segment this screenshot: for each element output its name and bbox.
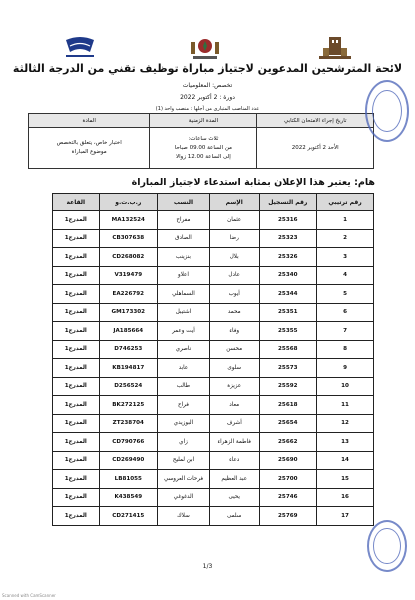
page-number: 1/3 — [202, 563, 213, 570]
cell-hall: المدرج1 — [53, 377, 100, 396]
table-row — [53, 322, 374, 341]
cell-hall: المدرج1 — [53, 414, 100, 433]
cell-id-card: V319479 — [99, 266, 157, 285]
table-row — [53, 359, 374, 378]
cell-id-card: D746253 — [99, 340, 157, 359]
cell-registration: 25746 — [259, 488, 317, 507]
cell-first-name: سلوى — [209, 359, 259, 378]
page-title: لائحة المترشحين المدعوين لاجتياز مباراة توظيف تقني من الدرجة الثالثة — [12, 62, 403, 75]
cell-rank: 8 — [317, 340, 374, 359]
cell-registration: 25573 — [259, 359, 317, 378]
logos-row — [0, 34, 415, 64]
cell-registration: 25618 — [259, 396, 317, 415]
table-row — [53, 340, 374, 359]
cell-rank: 7 — [317, 322, 374, 341]
cell-id-card: BK272125 — [99, 396, 157, 415]
cell-first-name: أيوب — [209, 285, 259, 304]
header-first-name: الإسم — [209, 194, 259, 211]
cell-hall: المدرج1 — [53, 266, 100, 285]
cell-hall: المدرج1 — [53, 451, 100, 470]
cell-rank: 16 — [317, 488, 374, 507]
cell-registration: 25662 — [259, 433, 317, 452]
cell-registration: 25344 — [259, 285, 317, 304]
table-body — [53, 211, 374, 526]
duration-line: ثلاث ساعات: — [188, 135, 219, 142]
table-row — [53, 451, 374, 470]
cell-rank: 1 — [317, 211, 374, 230]
scanner-note: Scanned with CamScanner — [2, 593, 56, 598]
cell-registration: 25654 — [259, 414, 317, 433]
session-label: دورة : 2 أكتوبر 2022 — [180, 94, 235, 101]
cell-id-card: K438549 — [99, 488, 157, 507]
cell-last-name: اشتيبل — [158, 303, 210, 322]
exam-info-table — [28, 113, 374, 169]
cell-last-name: فرحات العروسي — [158, 470, 210, 489]
cell-hall: المدرج1 — [53, 433, 100, 452]
cell-id-card: CB307638 — [99, 229, 157, 248]
cell-registration: 25592 — [259, 377, 317, 396]
cell-registration: 25340 — [259, 266, 317, 285]
cell-id-card: EA226792 — [99, 285, 157, 304]
cell-last-name: مفراح — [158, 211, 210, 230]
cell-rank: 5 — [317, 285, 374, 304]
header-registration: رقم التسجيل — [259, 194, 317, 211]
cell-hall: المدرج1 — [53, 322, 100, 341]
cell-hall: المدرج1 — [53, 507, 100, 526]
cell-first-name: عثمان — [209, 211, 259, 230]
cell-id-card: KB194817 — [99, 359, 157, 378]
cell-hall: المدرج1 — [53, 303, 100, 322]
cell-first-name: سلمى — [209, 507, 259, 526]
subject-line: اختبار خاص، يتعلق بالتخصص — [56, 140, 122, 146]
important-notice: هام: يعتبر هذا الإعلان بمثابة استدعاء لاجتياز المباراة — [131, 177, 375, 188]
table-row — [53, 285, 374, 304]
cell-rank: 12 — [317, 414, 374, 433]
cell-registration: 25769 — [259, 507, 317, 526]
cell-last-name: الصادق — [158, 229, 210, 248]
info-header-date: تاريخ إجراء الامتحان الكتابي — [257, 114, 374, 128]
cell-first-name: رضا — [209, 229, 259, 248]
cell-rank: 15 — [317, 470, 374, 489]
cell-first-name: محمد — [209, 303, 259, 322]
cell-registration: 25690 — [259, 451, 317, 470]
cell-last-name: بنزينب — [158, 248, 210, 267]
cell-hall: المدرج1 — [53, 285, 100, 304]
candidates-table — [52, 193, 374, 526]
specialty-label: تخصص: المعلوميات — [182, 82, 233, 89]
table-row — [53, 248, 374, 267]
table-row — [53, 433, 374, 452]
table-row — [53, 211, 374, 230]
cell-hall: المدرج1 — [53, 359, 100, 378]
table-row — [53, 488, 374, 507]
table-row — [53, 507, 374, 526]
header-hall: القاعة — [53, 194, 100, 211]
cell-last-name: عابد — [158, 359, 210, 378]
cell-id-card: ZT238704 — [99, 414, 157, 433]
cell-registration: 25568 — [259, 340, 317, 359]
table-row — [53, 303, 374, 322]
cell-hall: المدرج1 — [53, 211, 100, 230]
positions-label: عدد المناصب المتبارى من أجلها : منصب واحد (1) — [155, 106, 260, 112]
cell-hall: المدرج1 — [53, 396, 100, 415]
cell-rank: 2 — [317, 229, 374, 248]
cell-last-name: اعلاو — [158, 266, 210, 285]
cell-last-name: البوزيدي — [158, 414, 210, 433]
table-row — [53, 396, 374, 415]
cell-rank: 10 — [317, 377, 374, 396]
header-id-card: ر.ب.ت.و — [99, 194, 157, 211]
cell-rank: 14 — [317, 451, 374, 470]
exam-date: الأحد 2 أكتوبر 2022 — [257, 128, 374, 169]
cell-id-card: CD271415 — [99, 507, 157, 526]
official-stamp-icon — [365, 80, 409, 142]
cell-id-card: CD268082 — [99, 248, 157, 267]
cell-first-name: عبد العظيم — [209, 470, 259, 489]
cell-first-name: محسن — [209, 340, 259, 359]
cell-first-name: عادل — [209, 266, 259, 285]
cell-registration: 25323 — [259, 229, 317, 248]
cell-last-name: ناصري — [158, 340, 210, 359]
table-row — [53, 229, 374, 248]
cell-rank: 3 — [317, 248, 374, 267]
kingdom-emblem-icon — [185, 34, 225, 62]
cell-last-name: أيت وعمر — [158, 322, 210, 341]
table-row — [53, 266, 374, 285]
cell-hall: المدرج1 — [53, 229, 100, 248]
cell-first-name: بلال — [209, 248, 259, 267]
cell-rank: 9 — [317, 359, 374, 378]
table-row — [53, 470, 374, 489]
exam-duration — [150, 128, 257, 169]
cell-first-name: معاد — [209, 396, 259, 415]
cell-last-name: سلاك — [158, 507, 210, 526]
cell-registration: 25700 — [259, 470, 317, 489]
header-last-name: النسب — [158, 194, 210, 211]
cell-hall: المدرج1 — [53, 488, 100, 507]
cell-id-card: CD269490 — [99, 451, 157, 470]
faculty-logo-icon — [315, 34, 355, 62]
cell-id-card: CD790766 — [99, 433, 157, 452]
cell-rank: 6 — [317, 303, 374, 322]
cell-rank: 13 — [317, 433, 374, 452]
cell-first-name: يحيى — [209, 488, 259, 507]
cell-last-name: السماهلي — [158, 285, 210, 304]
cell-rank: 11 — [317, 396, 374, 415]
exam-subject — [29, 128, 150, 169]
cell-registration: 25351 — [259, 303, 317, 322]
cell-hall: المدرج1 — [53, 248, 100, 267]
cell-last-name: فراح — [158, 396, 210, 415]
cell-id-card: D256524 — [99, 377, 157, 396]
cell-id-card: MA132524 — [99, 211, 157, 230]
cell-first-name: فاطمة الزهراء — [209, 433, 259, 452]
info-header-subject: المادة — [29, 114, 150, 128]
duration-line: إلى الساعة 12.00 زوالا — [176, 153, 231, 160]
cell-id-card: JA185664 — [99, 322, 157, 341]
cell-last-name: زاي — [158, 433, 210, 452]
cell-registration: 25326 — [259, 248, 317, 267]
cell-hall: المدرج1 — [53, 340, 100, 359]
cell-last-name: ابن لمليح — [158, 451, 210, 470]
cell-hall: المدرج1 — [53, 470, 100, 489]
duration-line: من الساعة 09.00 صباحا — [174, 144, 233, 151]
cell-last-name: الدغوغي — [158, 488, 210, 507]
cell-registration: 25355 — [259, 322, 317, 341]
cell-first-name: دعاء — [209, 451, 259, 470]
cell-rank: 17 — [317, 507, 374, 526]
university-logo-icon — [60, 34, 100, 62]
cell-first-name: عزيزة — [209, 377, 259, 396]
subject-line: موضوع المباراة — [71, 149, 107, 155]
cell-rank: 4 — [317, 266, 374, 285]
cell-last-name: طالب — [158, 377, 210, 396]
info-header-duration: المدة الزمنية — [150, 114, 257, 128]
table-row — [53, 414, 374, 433]
cell-id-card: LB81055 — [99, 470, 157, 489]
cell-first-name: وفاء — [209, 322, 259, 341]
cell-registration: 25316 — [259, 211, 317, 230]
cell-first-name: أشرف — [209, 414, 259, 433]
cell-id-card: GM173302 — [99, 303, 157, 322]
header-rank: رقم ترتيبي — [317, 194, 374, 211]
table-row — [53, 377, 374, 396]
